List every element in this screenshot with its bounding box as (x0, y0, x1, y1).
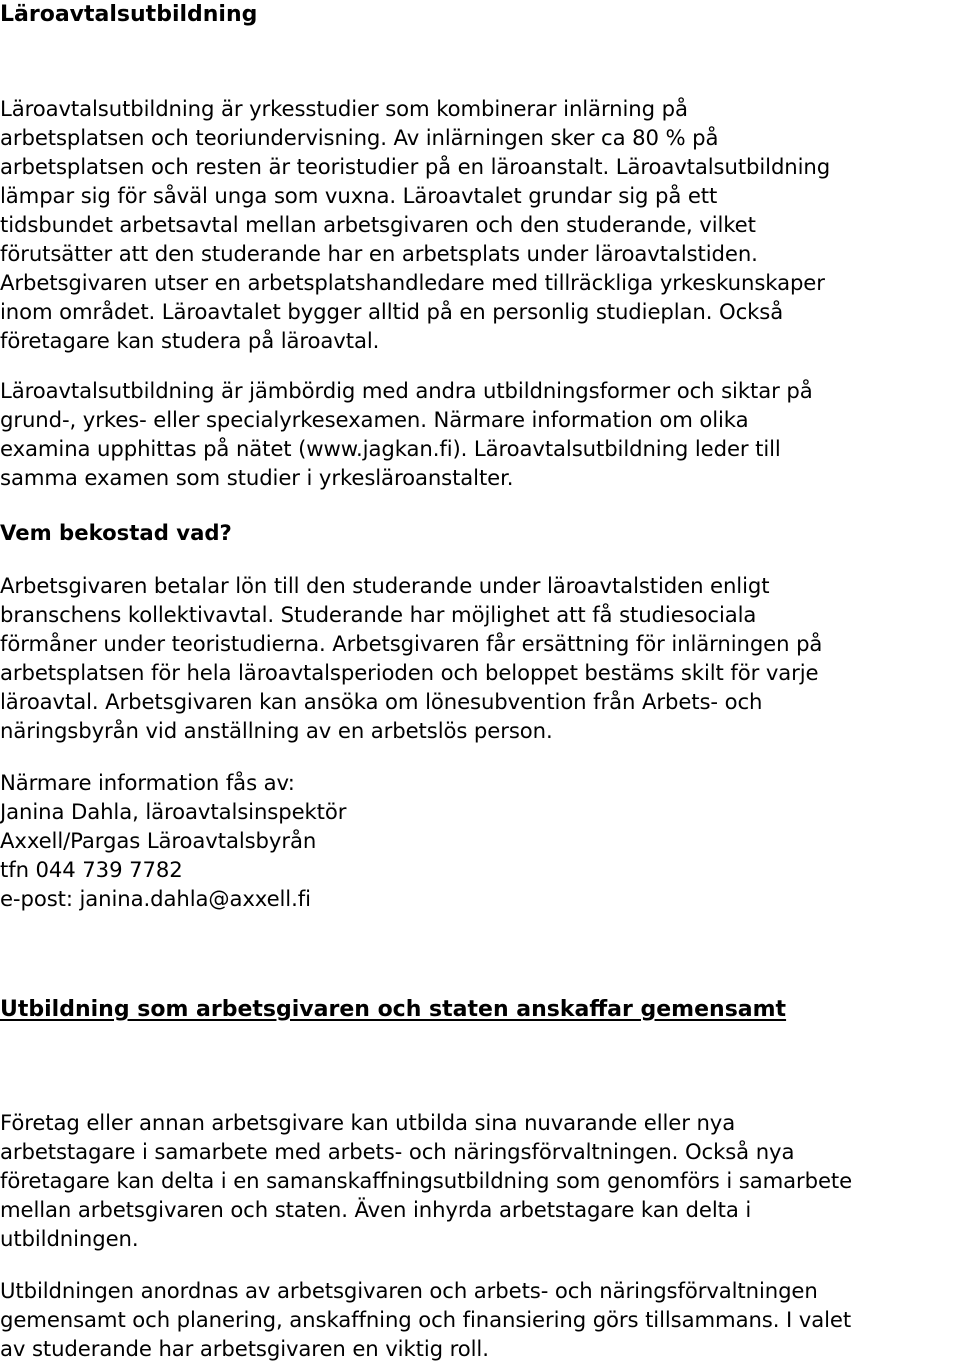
text-line: branschens kollektivavtal. Studerande har möjlighet att få studiesociala (0, 602, 757, 627)
cost-paragraph (0, 571, 955, 745)
text-line: lämpar sig för såväl unga som vuxna. Läroavtalet grundar sig på ett (0, 183, 718, 208)
joint-paragraph-1 (0, 1108, 955, 1253)
contact-block (0, 768, 955, 913)
document-title: Läroavtalsutbildning (0, 2, 258, 27)
text-line: arbetsplatsen och teoriundervisning. Av inlärningen sker ca 80 % på (0, 125, 719, 150)
text-line: av studerande har arbetsgivaren en viktig roll. (0, 1336, 489, 1361)
text-line: Företag eller annan arbetsgivare kan utbilda sina nuvarande eller nya (0, 1110, 736, 1135)
text-line: näringsbyrån vid anställning av en arbetslös person. (0, 718, 553, 743)
contact-office: Axxell/Pargas Läroavtalsbyrån (0, 828, 317, 853)
text-line: utbildningen. (0, 1226, 139, 1251)
text-line: arbetsplatsen för hela läroavtalsperioden och beloppet bestäms skilt för varje (0, 660, 819, 685)
text-line: förmåner under teoristudierna. Arbetsgivaren får ersättning för inlärningen på (0, 631, 823, 656)
cost-heading: Vem bekostad vad? (0, 520, 232, 545)
text-line: samma examen som studier i yrkesläroanstalter. (0, 465, 514, 490)
equivalence-paragraph (0, 376, 955, 492)
text-line: förutsätter att den studerande har en arbetsplats under läroavtalstiden. (0, 241, 758, 266)
joint-heading: Utbildning som arbetsgivaren och staten anskaffar gemensamt (0, 997, 787, 1022)
text-line: tidsbundet arbetsavtal mellan arbetsgivaren och den studerande, vilket (0, 212, 756, 237)
intro-paragraph (0, 94, 955, 355)
text-line: företagare kan studera på läroavtal. (0, 328, 380, 353)
contact-phone: tfn 044 739 7782 (0, 857, 183, 882)
text-line: arbetstagare i samarbete med arbets- och näringsförvaltningen. Också nya (0, 1139, 795, 1164)
contact-email: e-post: janina.dahla@axxell.fi (0, 886, 311, 911)
text-line: mellan arbetsgivaren och staten. Även inhyrda arbetstagare kan delta i (0, 1197, 752, 1222)
text-line: Utbildningen anordnas av arbetsgivaren och arbets- och näringsförvaltningen (0, 1278, 818, 1303)
text-line: läroavtal. Arbetsgivaren kan ansöka om lönesubvention från Arbets- och (0, 689, 763, 714)
text-line: Läroavtalsutbildning är jämbördig med andra utbildningsformer och siktar på (0, 378, 813, 403)
text-line: Läroavtalsutbildning är yrkesstudier som kombinerar inlärning på (0, 96, 688, 121)
text-line: arbetsplatsen och resten är teoristudier på en läroanstalt. Läroavtalsutbildning (0, 154, 831, 179)
text-line: inom området. Läroavtalet bygger alltid på en personlig studieplan. Också (0, 299, 784, 324)
text-line: företagare kan delta i en samanskaffningsutbildning som genomförs i samarbete (0, 1168, 853, 1193)
joint-paragraph-2 (0, 1276, 955, 1363)
text-line: grund-, yrkes- eller specialyrkesexamen. Närmare information om olika (0, 407, 749, 432)
text-line: examina upphittas på nätet (www.jagkan.fi). Läroavtalsutbildning leder till (0, 436, 781, 461)
contact-name: Janina Dahla, läroavtalsinspektör (0, 799, 347, 824)
text-line: Arbetsgivaren betalar lön till den studerande under läroavtalstiden enligt (0, 573, 770, 598)
text-line: gemensamt och planering, anskaffning och finansiering görs tillsammans. I valet (0, 1307, 852, 1332)
contact-intro: Närmare information fås av: (0, 770, 295, 795)
text-line: Arbetsgivaren utser en arbetsplatshandledare med tillräckliga yrkeskunskaper (0, 270, 825, 295)
